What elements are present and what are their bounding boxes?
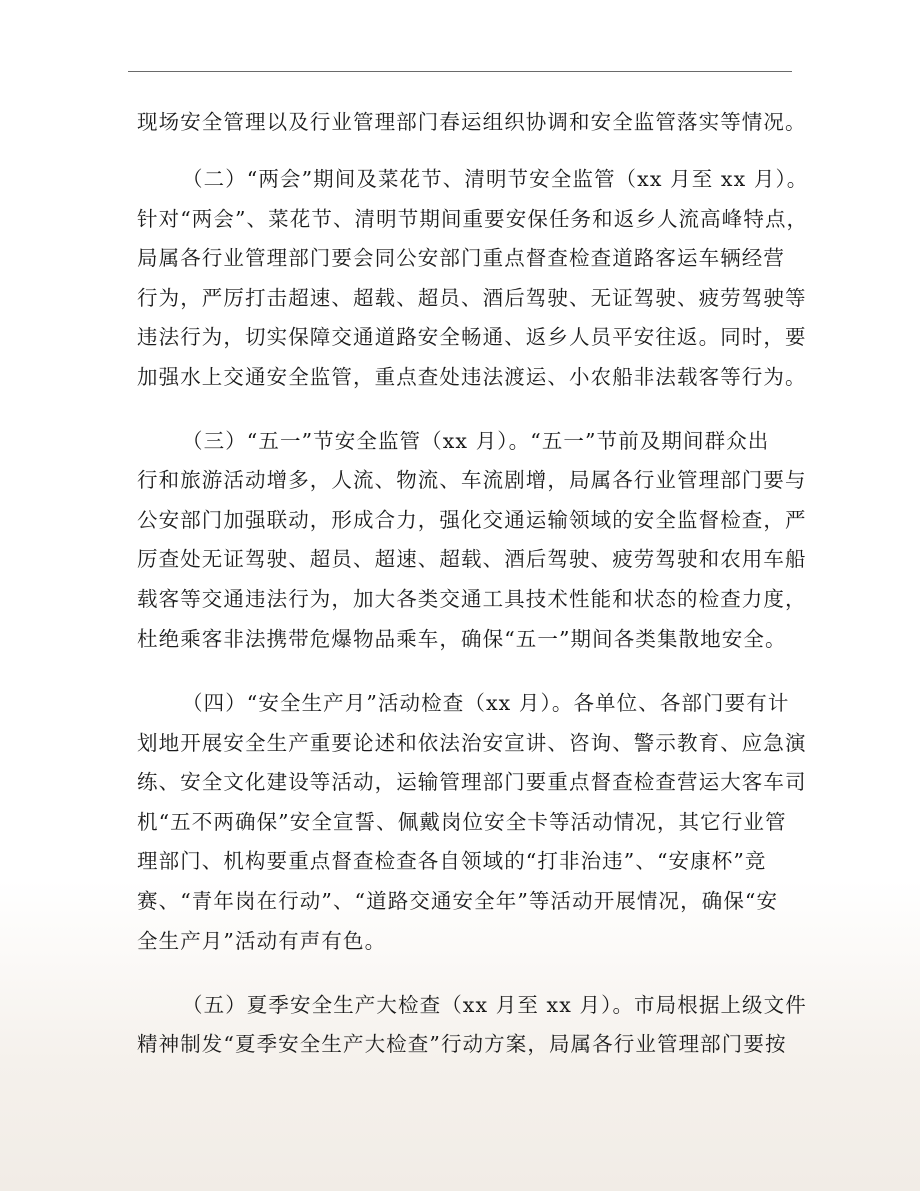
text-line: 赛、“青年岗在行动”、“道路交通安全年”等活动开展情况，确保“安 (137, 889, 779, 913)
paragraph-heading: （三）“五一”节安全监管（xx 月）。“五一”节前及期间群众出 (182, 429, 770, 453)
text-line: 公安部门加强联动，形成合力，强化交通运输领域的安全监督检查，严 (137, 508, 807, 532)
text-line: 杜绝乘客非法携带危爆物品乘车，确保“五一”期间各类集散地安全。 (137, 627, 787, 651)
text-line: 划地开展安全生产重要论述和依法治安宣讲、咨询、警示教育、应急演 (137, 731, 807, 755)
text-line: 违法行为，切实保障交通道路安全畅通、返乡人员平安往返。同时，要 (137, 325, 807, 349)
paragraph-heading: （四）“安全生产月”活动检查（xx 月）。各单位、各部门要有计 (182, 691, 790, 715)
text-line: 现场安全管理以及行业管理部门春运组织协调和安全监管落实等情况。 (137, 110, 807, 134)
text-line: 局属各行业管理部门要会同公安部门重点督查检查道路客运车辆经营 (137, 246, 785, 270)
text-line: 加强水上交通安全监管，重点查处违法渡运、小农船非法载客等行为。 (137, 365, 807, 389)
text-line: 全生产月”活动有声有色。 (137, 929, 387, 953)
text-line: 行和旅游活动增多，人流、物流、车流剧增，局属各行业管理部门要与 (137, 468, 807, 492)
text-line: 理部门、机构要重点督查检查各自领域的“打非治违”、“安康杯”竞 (137, 849, 767, 873)
header-rule (128, 71, 792, 72)
text-line: 载客等交通违法行为，加大各类交通工具技术性能和状态的检查力度， (137, 587, 807, 611)
text-line: 行为，严厉打击超速、超载、超员、酒后驾驶、无证驾驶、疲劳驾驶等 (137, 286, 807, 310)
paragraph-heading: （五）夏季安全生产大检查（xx 月至 xx 月）。市局根据上级文件 (182, 993, 807, 1017)
paragraph-heading: （二）“两会”期间及菜花节、清明节安全监管（xx 月至 xx 月）。 (182, 167, 809, 191)
text-line: 精神制发“夏季安全生产大检查”行动方案，局属各行业管理部门要按 (137, 1032, 787, 1056)
text-line: 机“五不两确保”安全宣誓、佩戴岗位安全卡等活动情况，其它行业管 (137, 810, 787, 834)
text-line: 针对“两会”、菜花节、清明节期间重要安保任务和返乡人流高峰特点， (137, 207, 809, 231)
text-line: 练、安全文化建设等活动，运输管理部门要重点督查检查营运大客车司 (137, 770, 807, 794)
text-line: 厉查处无证驾驶、超员、超速、超载、酒后驾驶、疲劳驾驶和农用车船 (137, 547, 807, 571)
